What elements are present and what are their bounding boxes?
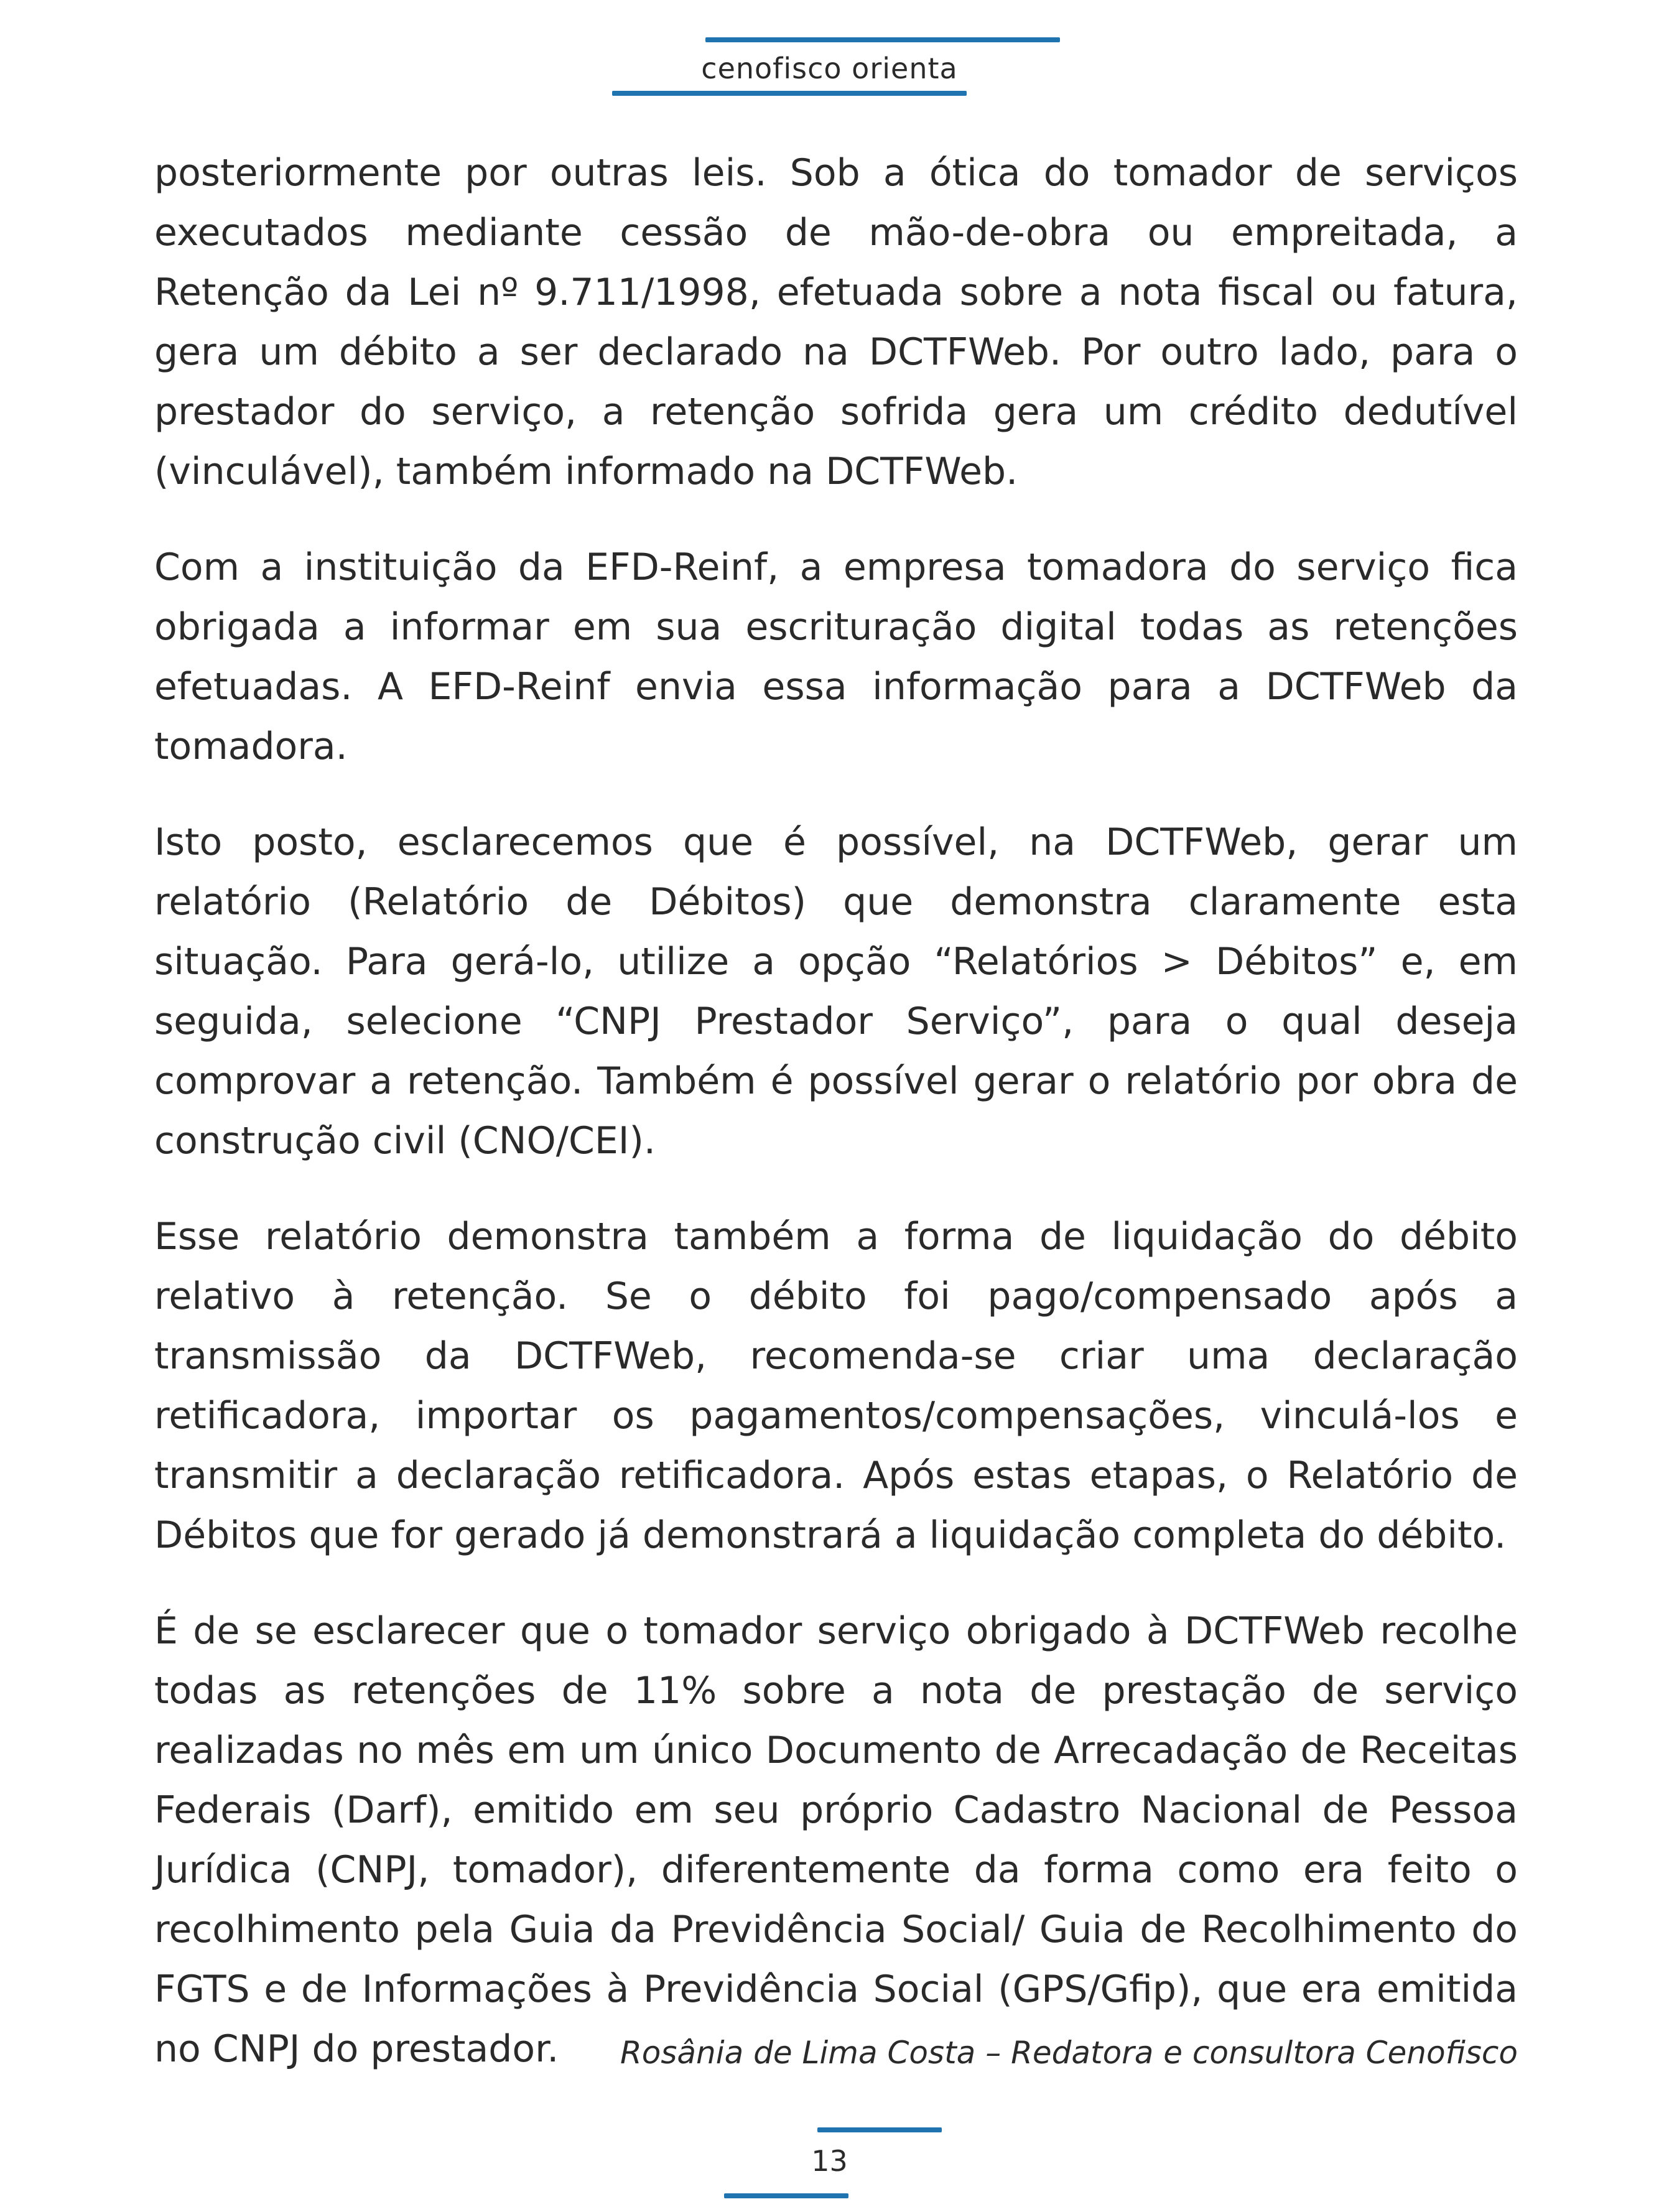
paragraph-4: Esse relatório demonstra também a forma de liquidação do débito relativo à retenção. Se o débito foi pago/compensado após a transmissão da DCTFWeb, recomenda-se criar uma declaração retificadora, importar os pagamentos/compensações, vinculá-los e transmitir a declaração retificadora. Após estas etapas, o Relatório de Débitos que for gerado já demonstrará a liquidação completa do débito. bbox=[154, 1215, 1518, 1557]
header-title: cenofisco orienta bbox=[701, 52, 958, 85]
page-number: 13 bbox=[811, 2144, 848, 2178]
author-credit: Rosânia de Lima Costa – Redatora e consultora Cenofisco bbox=[620, 2035, 1518, 2071]
footer-rule-top bbox=[817, 2127, 942, 2132]
footer-rule-bottom bbox=[724, 2193, 848, 2198]
header-rule-top bbox=[705, 37, 1060, 42]
paragraph-3: Isto posto, esclarecemos que é possível, na DCTFWeb, gerar um relatório (Relatório de Débitos) que demonstra claramente esta situação. Para gerá-lo, utilize a opção “Relatórios > Débitos” e, em seguida, selecione “CNPJ Prestador Serviço”, para o qual deseja comprovar a retenção. Também é possível gerar o relatório por obra de construção civil (CNO/CEI). bbox=[154, 820, 1518, 1163]
paragraph-5: É de se esclarecer que o tomador serviço obrigado à DCTFWeb recolhe todas as retenções de 11% sobre a nota de prestação de serviço realizadas no mês em um único Documento de Arrecadação de Receitas Federais (Darf), emitido em seu próprio Cadastro Nacional de Pessoa Jurídica (CNPJ, tomador), diferentemente da forma como era feito o recolhimento pela Guia da Previdência Social/ Guia de Recolhimento do FGTS e de Informações à Previdência Social (GPS/Gfip), que era emitida no CNPJ do prestador. bbox=[154, 1609, 1518, 2071]
header-rule-bottom bbox=[612, 91, 967, 96]
page-header bbox=[0, 0, 1659, 106]
paragraph-2: Com a instituição da EFD-Reinf, a empresa tomadora do serviço fica obrigada a informar em sua escrituração digital todas as retenções efetuadas. A EFD-Reinf envia essa informação para a DCTFWeb da tomadora. bbox=[154, 546, 1518, 768]
article-body bbox=[154, 143, 1518, 2115]
paragraph-1: posteriormente por outras leis. Sob a ótica do tomador de serviços executados mediante cessão de mão-de-obra ou empreitada, a Retenção da Lei nº 9.711/1998, efetuada sobre a nota fiscal ou fatura, gera um débito a ser declarado na DCTFWeb. Por outro lado, para o prestador do serviço, a retenção sofrida gera um crédito dedutível (vinculável), também informado na DCTFWeb. bbox=[154, 151, 1518, 493]
